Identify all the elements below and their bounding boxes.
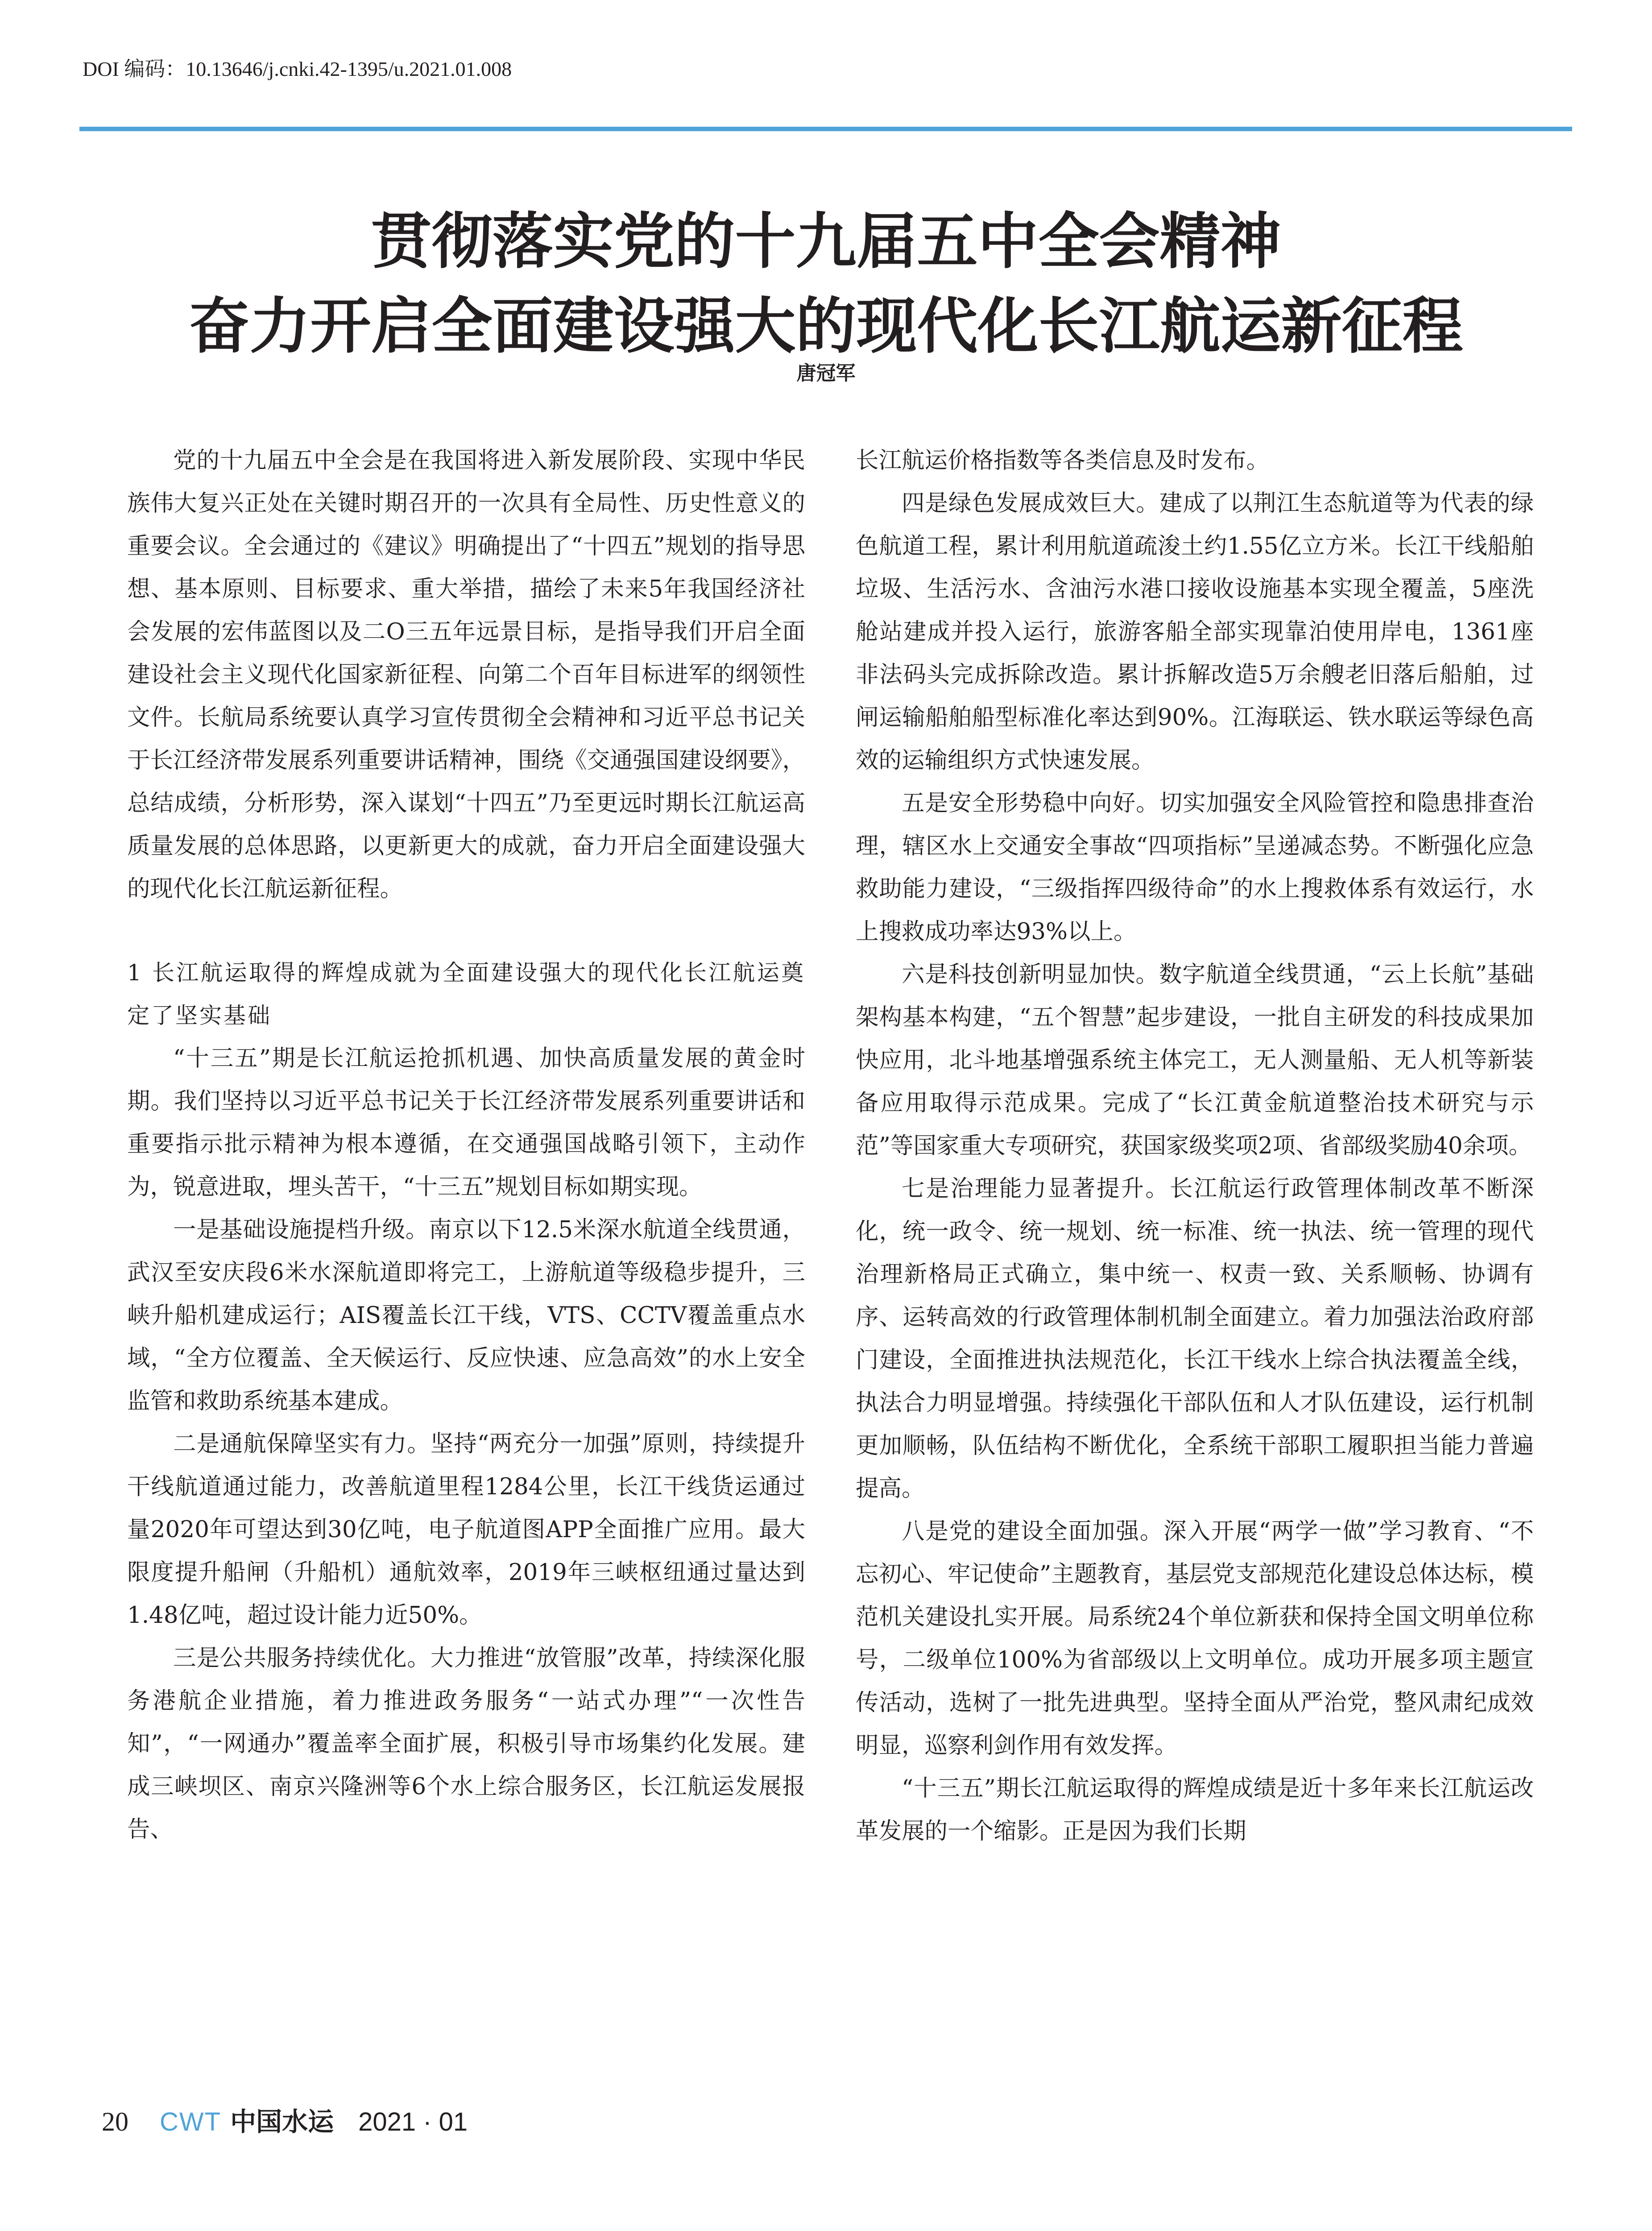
body-paragraph: 八是党的建设全面加强。深入开展“两学一做”学习教育、“不忘初心、牢记使命”主题教育，基层党支部规范化建设总体达标，模范机关建设扎实开展。局系统24个单位新获和保持全国文明单位称号，二级单位100%为省部级以上文明单位。成功开展多项主题宣传活动，选树了一批先进典型。坚持全面从严治党，整风肃纪成效明显，巡察利剑作用有效发挥。 [856, 1518, 1534, 1759]
paragraph-gap [127, 910, 805, 933]
body-paragraph: “十三五”期是长江航运抢抓机遇、加快高质量发展的黄金时期。我们坚持以习近平总书记关于长江经济带发展系列重要讲话和重要指示批示精神为根本遵循，在交通强国战略引领下，主动作为，锐意进取，埋头苦干，“十三五”规划目标如期实现。 [127, 1045, 805, 1200]
body-paragraph-continued: 长江航运价格指数等各类信息及时发布。 [856, 447, 1270, 474]
issue-label: 2021 · 01 [358, 2107, 468, 2136]
body-paragraph: 六是科技创新明显加快。数字航道全线贯通，“云上长航”基础架构基本构建，“五个智慧”起步建设，一批自主研发的科技成果加快应用，北斗地基增强系统主体完工，无人测量船、无人机等新装备应用取得示范成果。完成了“长江黄金航道整治技术研究与示范”等国家重大专项研究，获国家级奖项2项、省部级奖励40余项。 [856, 961, 1534, 1159]
page-footer [102, 2101, 468, 2136]
journal-name: 中国水运 [230, 2107, 334, 2137]
doi-line: DOI 编码：10.13646/j.cnki.42-1395/u.2021.01.008 [83, 58, 512, 80]
body-paragraph: “十三五”期长江航运取得的辉煌成绩是近十多年来长江航运改革发展的一个缩影。正是因为我们长期 [856, 1775, 1534, 1845]
body-paragraph: 五是安全形势稳中向好。切实加强安全风险管控和隐患排查治理，辖区水上交通安全事故“四项指标”呈递减态势。不断强化应急救助能力建设，“三级指挥四级待命”的水上搜救体系有效运行，水上搜救成功率达93%以上。 [856, 790, 1534, 945]
author-name: 唐冠军 [796, 362, 856, 385]
header-rule [79, 127, 1572, 131]
body-paragraph: 一是基础设施提档升级。南京以下12.5米深水航道全线贯通，武汉至安庆段6米水深航道即将完工，上游航道等级稳步提升，三峡升船机建成运行；AIS覆盖长江干线，VTS、CCTV覆盖重点水域，“全方位覆盖、全天候运行、反应快速、应急高效”的水上安全监管和救助系统基本建成。 [127, 1216, 805, 1414]
left-column [127, 439, 805, 1851]
section-heading-1: 1 长江航运取得的辉煌成就为全面建设强大的现代化长江航运奠定了坚实基础 [127, 960, 805, 1028]
article-title-line-1: 贯彻落实党的十九届五中全会精神 [371, 207, 1281, 278]
right-column [856, 439, 1534, 1853]
body-paragraph: 四是绿色发展成效巨大。建成了以荆江生态航道等为代表的绿色航道工程，累计利用航道疏浚土约1.55亿立方米。长江干线船舶垃圾、生活污水、含油污水港口接收设施基本实现全覆盖，5座洗舱站建成并投入运行，旅游客船全部实现靠泊使用岸电，1361座非法码头完成拆除改造。累计拆解改造5万余艘老旧落后船舶，过闸运输船舶船型标准化率达到90%。江海联运、铁水联运等绿色高效的运输组织方式快速发展。 [856, 490, 1534, 774]
intro-paragraph: 党的十九届五中全会是在我国将进入新发展阶段、实现中华民族伟大复兴正处在关键时期召开的一次具有全局性、历史性意义的重要会议。全会通过的《建议》明确提出了“十四五”规划的指导思想、基本原则、目标要求、重大举措，描绘了未来5年我国经济社会发展的宏伟蓝图以及二O三五年远景目标，是指导我们开启全面建设社会主义现代化国家新征程、向第二个百年目标进军的纲领性文件。长航局系统要认真学习宣传贯彻全会精神和习近平总书记关于长江经济带发展系列重要讲话精神，围绕《交通强国建设纲要》，总结成绩，分析形势，深入谋划“十四五”乃至更远时期长江航运高质量发展的总体思路，以更新更大的成就，奋力开启全面建设强大的现代化长江航运新征程。 [127, 447, 805, 902]
body-paragraph: 二是通航保障坚实有力。坚持“两充分一加强”原则，持续提升干线航道通过能力，改善航道里程1284公里，长江干线货运通过量2020年可望达到30亿吨，电子航道图APP全面推广应用。最大限度提升船闸（升船机）通航效率，2019年三峡枢纽通过量达到1.48亿吨，超过设计能力近50%。 [127, 1431, 805, 1629]
article-title-line-2: 奋力开启全面建设强大的现代化长江航运新征程 [189, 291, 1463, 362]
body-paragraph: 三是公共服务持续优化。大力推进“放管服”改革，持续深化服务港航企业措施，着力推进政务服务“一站式办理”“一次性告知”，“一网通办”覆盖率全面扩展，积极引导市场集约化发展。建成三峡坝区、南京兴隆洲等6个水上综合服务区，长江航运发展报告、 [127, 1645, 805, 1843]
page-number: 20 [102, 2107, 128, 2136]
body-paragraph: 七是治理能力显著提升。长江航运行政管理体制改革不断深化，统一政令、统一规划、统一标准、统一执法、统一管理的现代治理新格局正式确立，集中统一、权责一致、关系顺畅、协调有序、运转高效的行政管理体制机制全面建立。着力加强法治政府部门建设，全面推进执法规范化，长江干线水上综合执法覆盖全线，执法合力明显增强。持续强化干部队伍和人才队伍建设，运行机制更加顺畅，队伍结构不断优化，全系统干部职工履职担当能力普遍提高。 [856, 1175, 1534, 1502]
brand-logo-text: CWT [160, 2107, 222, 2136]
